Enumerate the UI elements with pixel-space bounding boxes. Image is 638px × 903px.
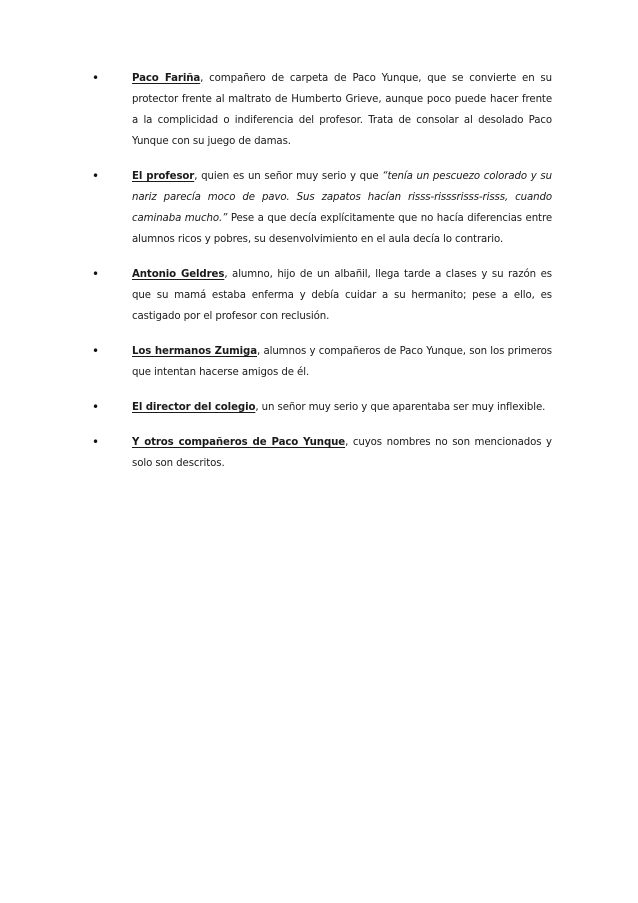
character-name: El director del colegio bbox=[132, 402, 256, 413]
character-name: Paco Fariña bbox=[132, 73, 201, 84]
bullet-icon: • bbox=[92, 400, 99, 414]
character-name: Y otros compañeros de Paco Yunque bbox=[132, 437, 346, 448]
character-quote: “tenía un pescuezo colorado y su nariz parecía moco de pavo. Sus zapatos hacían risss-risssrisss-risss, cuando caminaba mucho.” bbox=[132, 171, 552, 224]
bullet-icon: • bbox=[92, 169, 99, 183]
bullet-icon: • bbox=[92, 344, 99, 358]
character-description: , compañero de carpeta de Paco Yunque, que se convierte en su protector frente al maltrato de Humberto Grieve, aunque poco puede hacer frente a la complicidad o indiferencia del profesor. Trata de consolar al desolado Paco Yunque con su juego de damas. bbox=[132, 73, 552, 147]
character-name: Antonio Geldres bbox=[132, 269, 225, 280]
character-description: , cuyos nombres no son mencionados y solo son descritos. bbox=[132, 437, 552, 469]
character-description: , un señor muy serio y que aparentaba ser muy inflexible. bbox=[255, 402, 546, 413]
character-name: El profesor bbox=[132, 171, 195, 182]
bullet-icon: • bbox=[92, 71, 99, 85]
list-item-hermanos-zumiga bbox=[92, 341, 552, 383]
character-description: , alumno, hijo de un albañil, llega tarde a clases y su razón es que su mamá estaba enferma y debía cuidar a su hermanito; pese a ello, es castigado por el profesor con reclusión. bbox=[132, 269, 552, 322]
bullet-icon: • bbox=[92, 435, 99, 449]
character-list bbox=[92, 68, 552, 488]
list-item-antonio-geldres bbox=[92, 264, 552, 327]
character-name: Los hermanos Zumiga bbox=[132, 346, 257, 357]
character-description: , alumnos y compañeros de Paco Yunque, son los primeros que intentan hacerse amigos de él. bbox=[132, 346, 552, 378]
bullet-icon: • bbox=[92, 267, 99, 281]
character-description: , quien es un señor muy serio y que bbox=[194, 171, 383, 182]
list-item-otros-companeros bbox=[92, 432, 552, 474]
list-item-director bbox=[92, 397, 552, 418]
list-item-profesor bbox=[92, 166, 552, 250]
character-description-continued: Pese a que decía explícitamente que no hacía diferencias entre alumnos ricos y pobres, su desenvolvimiento en el aula decía lo contrario. bbox=[132, 213, 552, 245]
list-item-paco-farina bbox=[92, 68, 552, 152]
